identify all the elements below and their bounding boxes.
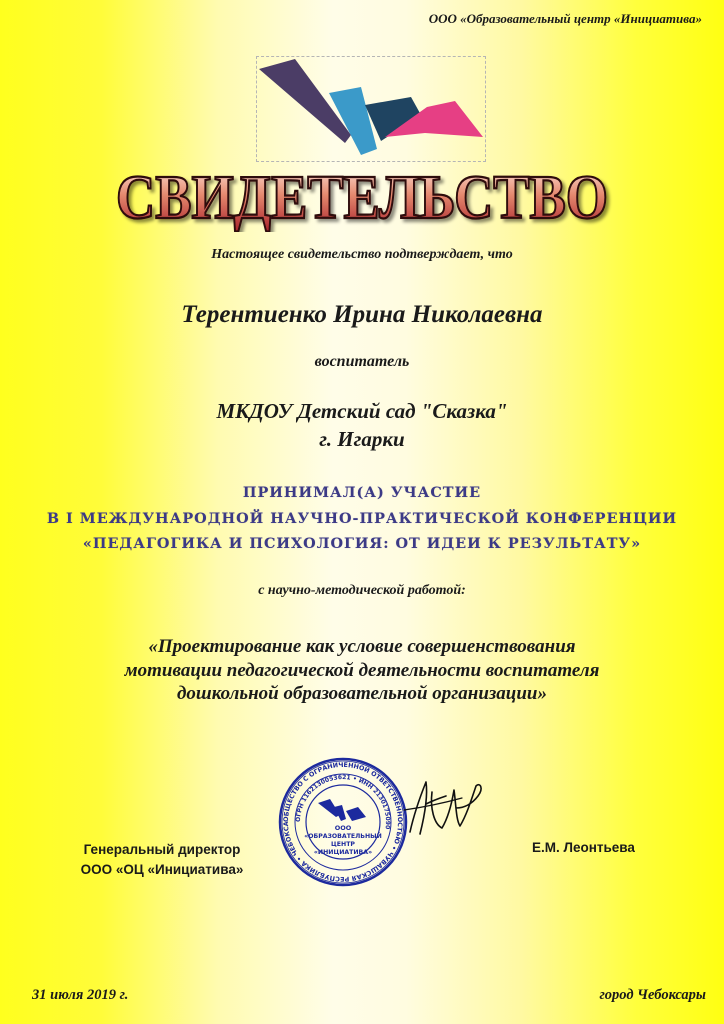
recipient-position: воспитатель: [314, 353, 410, 370]
signer-name: Е.М. Леонтьева: [532, 840, 635, 855]
stamp-line1: ООО: [334, 824, 352, 832]
participation-heading: ПРИНИМАЛ(А) УЧАСТИЕ: [242, 484, 482, 501]
work-title-line3: дошкольной образовательной организации»: [176, 683, 548, 704]
work-title-line2: мотивации педагогической деятельности воспитателя: [124, 660, 600, 681]
open-book-logo-icon: [256, 56, 486, 162]
issue-city: город Чебоксары: [599, 987, 706, 1003]
handwritten-signature: [400, 774, 488, 844]
stamp-line4: «ИНИЦИАТИВА»: [313, 849, 373, 856]
recipient-organization: МКДОУ Детский сад "Сказка": [216, 399, 508, 423]
director-position: Генеральный директор: [83, 842, 241, 857]
recipient-name: Терентиенко Ирина Николаевна: [181, 301, 543, 328]
confirmation-text: Настоящее свидетельство подтверждает, что: [211, 247, 513, 262]
conference-name-line1: В I МЕЖДУНАРОДНОЙ НАУЧНО-ПРАКТИЧЕСКОЙ КОНФЕРЕНЦИИ: [46, 510, 678, 527]
certificate-title: [0, 160, 724, 232]
stamp-ring-text: ОБЩЕСТВО С ОГРАНИЧЕННОЙ ОТВЕТСТВЕННОСТЬЮ • ЧУВАШСКАЯ РЕСПУБЛИКА • ЧЕБОКСА: [281, 760, 405, 884]
stamp-book-icon: [318, 799, 366, 821]
conference-name-line2: «ПЕДАГОГИКА И ПСИХОЛОГИЯ: ОТ ИДЕИ К РЕЗУЛЬТАТУ»: [82, 535, 642, 552]
issuer-organization: ООО «Образовательный центр «Инициатива»: [428, 11, 702, 26]
stamp-line2: «ОБРАЗОВАТЕЛЬНЫЙ: [304, 833, 382, 840]
director-title: [47, 840, 277, 880]
svg-text:ОГРН 1162130053621 • ИНН 21301: [295, 774, 391, 830]
stamp-inner-text: ОГРН 1162130053621 • ИНН 2130175090: [294, 773, 392, 830]
stamp-line3: ЦЕНТР: [331, 841, 355, 848]
organization-stamp: [278, 757, 408, 887]
recipient-city: г. Игарки: [319, 427, 405, 451]
work-label: с научно-методической работой:: [258, 583, 466, 598]
director-organization: ООО «ОЦ «Инициатива»: [80, 862, 244, 877]
certificate-title-text: СВИДЕТЕЛЬСТВО: [116, 164, 608, 232]
issue-date: 31 июля 2019 г.: [32, 987, 129, 1003]
work-title-line1: «Проектирование как условие совершенствования: [148, 636, 576, 657]
